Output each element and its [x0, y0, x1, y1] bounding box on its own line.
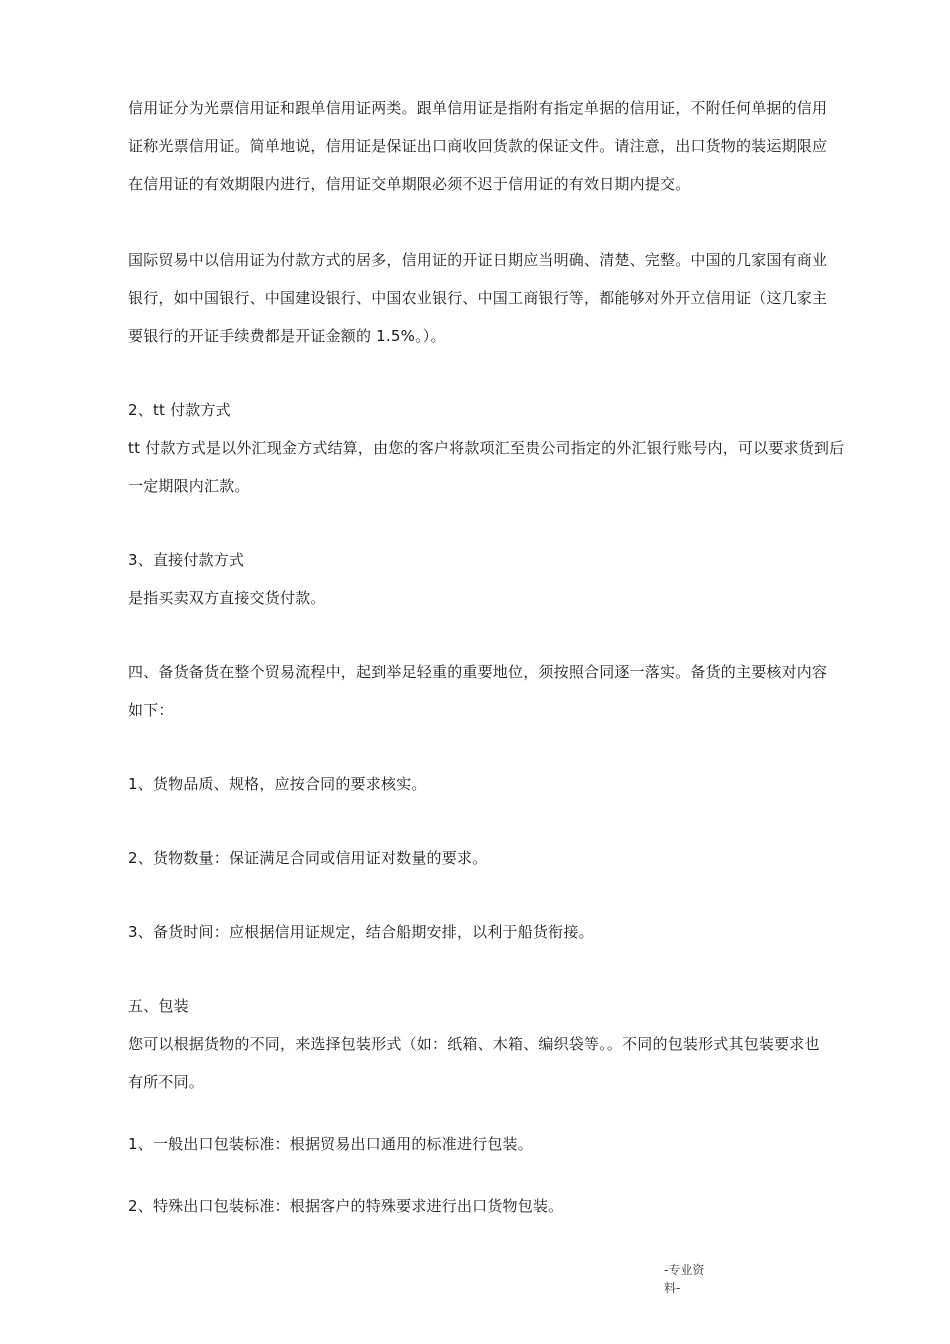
packaging-item-1: 1、一般出口包装标准：根据贸易出口通用的标准进行包装。	[128, 1135, 533, 1153]
footer-label-line-1: -专业资	[664, 1263, 705, 1277]
section-heading-packaging: 五、包装	[128, 997, 189, 1015]
footer-label-line-2: 料-	[664, 1281, 681, 1295]
paragraph-2-line-2: 银行，如中国银行、中国建设银行、中国农业银行、中国工商银行等，都能够对外开立信用证（这几家主	[128, 289, 828, 307]
stock-item-2: 2、货物数量：保证满足合同或信用证对数量的要求。	[128, 849, 488, 867]
paragraph-packaging-line-1: 您可以根据货物的不同，来选择包装形式（如：纸箱、木箱、编织袋等。。不同的包装形式其包装要求也	[128, 1035, 820, 1053]
section-heading-tt-payment: 2、tt 付款方式	[128, 401, 231, 419]
paragraph-direct-payment: 是指买卖双方直接交货付款。	[128, 589, 326, 607]
paragraph-1-line-3: 在信用证的有效期限内进行，信用证交单期限必须不迟于信用证的有效日期内提交。	[128, 175, 691, 193]
section-heading-direct-payment: 3、直接付款方式	[128, 551, 245, 569]
paragraph-2-line-1: 国际贸易中以信用证为付款方式的居多，信用证的开证日期应当明确、清楚、完整。中国的几家国有商业	[128, 251, 828, 269]
section-stock-line-1: 四、备货备货在整个贸易流程中，起到举足轻重的重要地位，须按照合同逐一落实。备货的主要核对内容	[128, 663, 828, 681]
paragraph-2-line-3: 要银行的开证手续费都是开证金额的 1.5%。）。	[128, 327, 446, 345]
paragraph-1-line-1: 信用证分为光票信用证和跟单信用证两类。跟单信用证是指附有指定单据的信用证，不附任何单据的信用	[128, 99, 828, 117]
paragraph-tt-line-1: tt 付款方式是以外汇现金方式结算，由您的客户将款项汇至贵公司指定的外汇银行账号内，可以要求货到后	[128, 439, 845, 457]
paragraph-1-line-2: 证称光票信用证。简单地说，信用证是保证出口商收回货款的保证文件。请注意，出口货物的装运期限应	[128, 137, 828, 155]
paragraph-tt-line-2: 一定期限内汇款。	[128, 477, 250, 495]
section-stock-line-2: 如下：	[128, 701, 174, 719]
paragraph-packaging-line-2: 有所不同。	[128, 1073, 205, 1091]
packaging-item-2: 2、特殊出口包装标准：根据客户的特殊要求进行出口货物包装。	[128, 1197, 564, 1215]
stock-item-3: 3、备货时间：应根据信用证规定，结合船期安排，以利于船货衔接。	[128, 923, 594, 941]
stock-item-1: 1、货物品质、规格，应按合同的要求核实。	[128, 775, 427, 793]
